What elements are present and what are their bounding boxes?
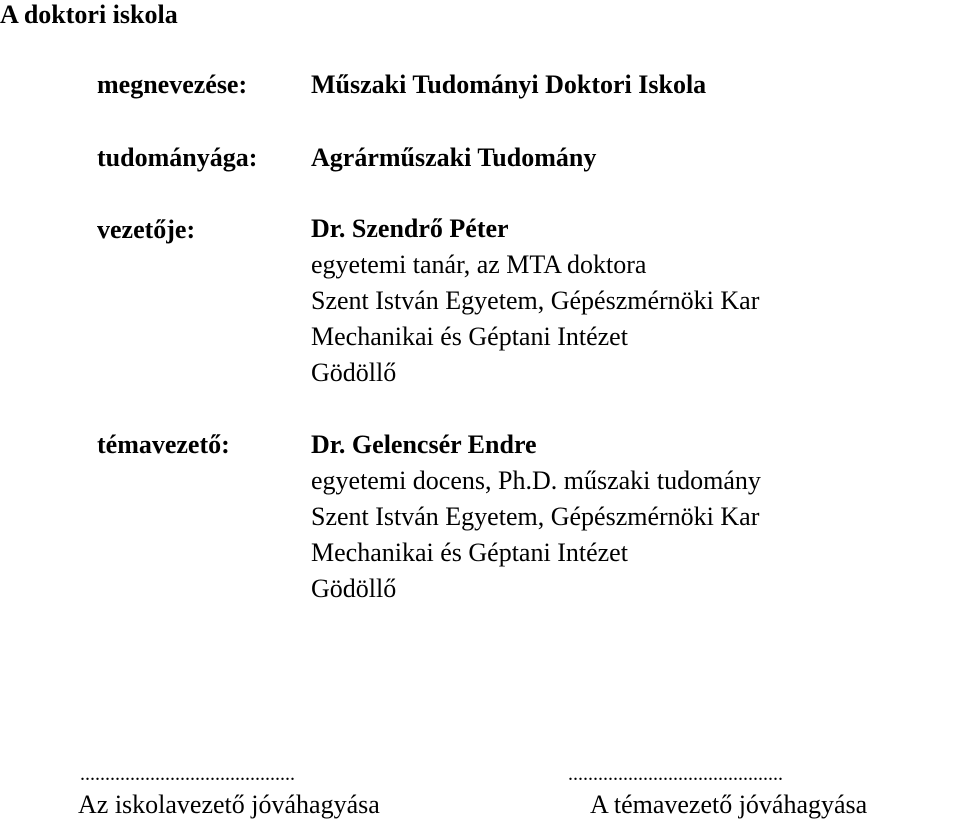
supervisor-title: egyetemi docens, Ph.D. műszaki tudomány: [311, 466, 761, 495]
supervisor-city: Gödöllő: [311, 574, 397, 603]
supervisor-institute: Mechanikai és Géptani Intézet: [311, 538, 628, 567]
school-head-title: egyetemi tanár, az MTA doktora: [311, 250, 647, 279]
school-head-city: Gödöllő: [311, 358, 397, 387]
school-head-approval-label: Az iskolavezető jóváhagyása: [78, 790, 380, 819]
page-title: A doktori iskola: [0, 0, 178, 29]
supervisor-block: [311, 427, 761, 607]
supervisor-name: Dr. Gelencsér Endre: [311, 430, 537, 459]
supervisor-approval-label: A témavezető jóváhagyása: [590, 790, 868, 819]
supervisor-label: témavezető:: [97, 430, 230, 459]
supervisor-university: Szent István Egyetem, Gépészmérnöki Kar: [311, 502, 760, 531]
school-head-institute: Mechanikai és Géptani Intézet: [311, 322, 628, 351]
school-head-name: Dr. Szendrő Péter: [311, 214, 509, 243]
field-of-science-value: Agrárműszaki Tudomány: [311, 143, 597, 172]
supervisor-signature-line: ...........................................: [568, 764, 783, 784]
school-name-label: megnevezése:: [97, 70, 248, 99]
school-name-value: Műszaki Tudományi Doktori Iskola: [311, 70, 707, 99]
school-head-label: vezetője:: [97, 215, 196, 244]
school-head-block: [311, 211, 759, 391]
school-head-signature-line: ...........................................: [80, 764, 295, 784]
field-of-science-label: tudományága:: [97, 143, 258, 172]
school-head-university: Szent István Egyetem, Gépészmérnöki Kar: [311, 286, 760, 315]
